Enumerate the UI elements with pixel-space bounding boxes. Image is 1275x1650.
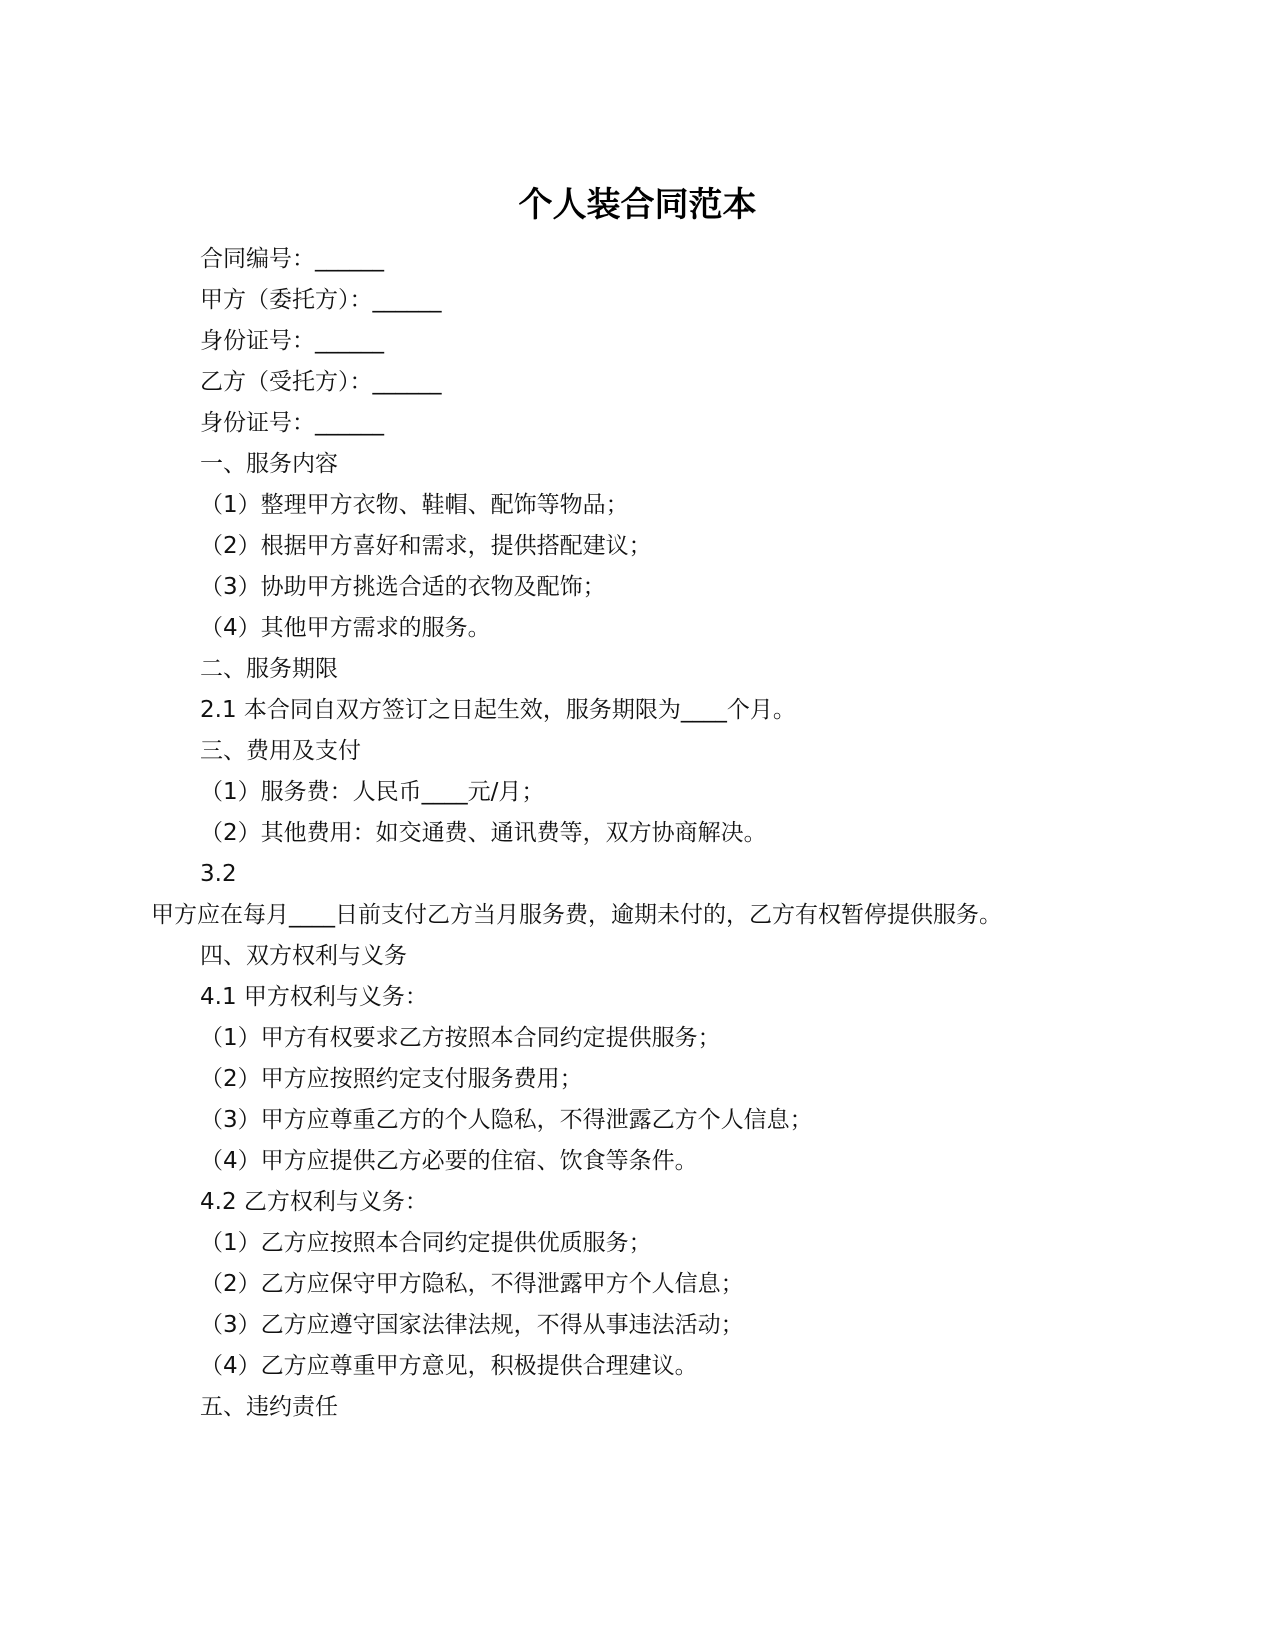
clause-4-2-2: （2）乙方应保守甲方隐私，不得泄露甲方个人信息； bbox=[200, 1271, 744, 1297]
field-party-b: 乙方（受托方）：______ bbox=[200, 369, 442, 395]
field-party-a: 甲方（委托方）：______ bbox=[200, 287, 442, 313]
clause-3-2: （2）其他费用：如交通费、通讯费等，双方协商解决。 bbox=[200, 820, 767, 846]
clause-4-2-3: （3）乙方应遵守国家法律法规，不得从事违法活动； bbox=[200, 1312, 744, 1338]
clause-4-1-1: （1）甲方有权要求乙方按照本合同约定提供服务； bbox=[200, 1025, 721, 1051]
clause-3-2-number: 3.2 bbox=[200, 861, 237, 887]
section-heading-5: 五、违约责任 bbox=[200, 1394, 338, 1420]
clause-1-2: （2）根据甲方喜好和需求，提供搭配建议； bbox=[200, 533, 652, 559]
clause-2-1: 2.1 本合同自双方签订之日起生效，服务期限为____个月。 bbox=[200, 697, 796, 723]
clause-4-2-1: （1）乙方应按照本合同约定提供优质服务； bbox=[200, 1230, 652, 1256]
clause-1-1: （1）整理甲方衣物、鞋帽、配饰等物品； bbox=[200, 492, 629, 518]
clause-3-1: （1）服务费：人民币____元/月； bbox=[200, 779, 545, 805]
section-heading-4: 四、双方权利与义务 bbox=[200, 943, 407, 969]
section-heading-2: 二、服务期限 bbox=[200, 656, 338, 682]
field-contract-number: 合同编号：______ bbox=[200, 246, 384, 272]
field-party-b-id: 身份证号：______ bbox=[200, 410, 384, 436]
clause-4-1-2: （2）甲方应按照约定支付服务费用； bbox=[200, 1066, 583, 1092]
field-party-a-id: 身份证号：______ bbox=[200, 328, 384, 354]
subsection-4-2: 4.2 乙方权利与义务： bbox=[200, 1189, 428, 1215]
clause-4-2-4: （4）乙方应尊重甲方意见，积极提供合理建议。 bbox=[200, 1353, 698, 1379]
clause-3-2-text: 甲方应在每月____日前支付乙方当月服务费，逾期未付的，乙方有权暂停提供服务。 bbox=[151, 902, 1002, 928]
section-heading-1: 一、服务内容 bbox=[200, 451, 338, 477]
clause-4-1-3: （3）甲方应尊重乙方的个人隐私，不得泄露乙方个人信息； bbox=[200, 1107, 813, 1133]
document-title: 个人装合同范本 bbox=[518, 185, 757, 225]
clause-4-1-4: （4）甲方应提供乙方必要的住宿、饮食等条件。 bbox=[200, 1148, 698, 1174]
clause-1-3: （3）协助甲方挑选合适的衣物及配饰； bbox=[200, 574, 606, 600]
clause-1-4: （4）其他甲方需求的服务。 bbox=[200, 615, 491, 641]
section-heading-3: 三、费用及支付 bbox=[200, 738, 361, 764]
subsection-4-1: 4.1 甲方权利与义务： bbox=[200, 984, 428, 1010]
